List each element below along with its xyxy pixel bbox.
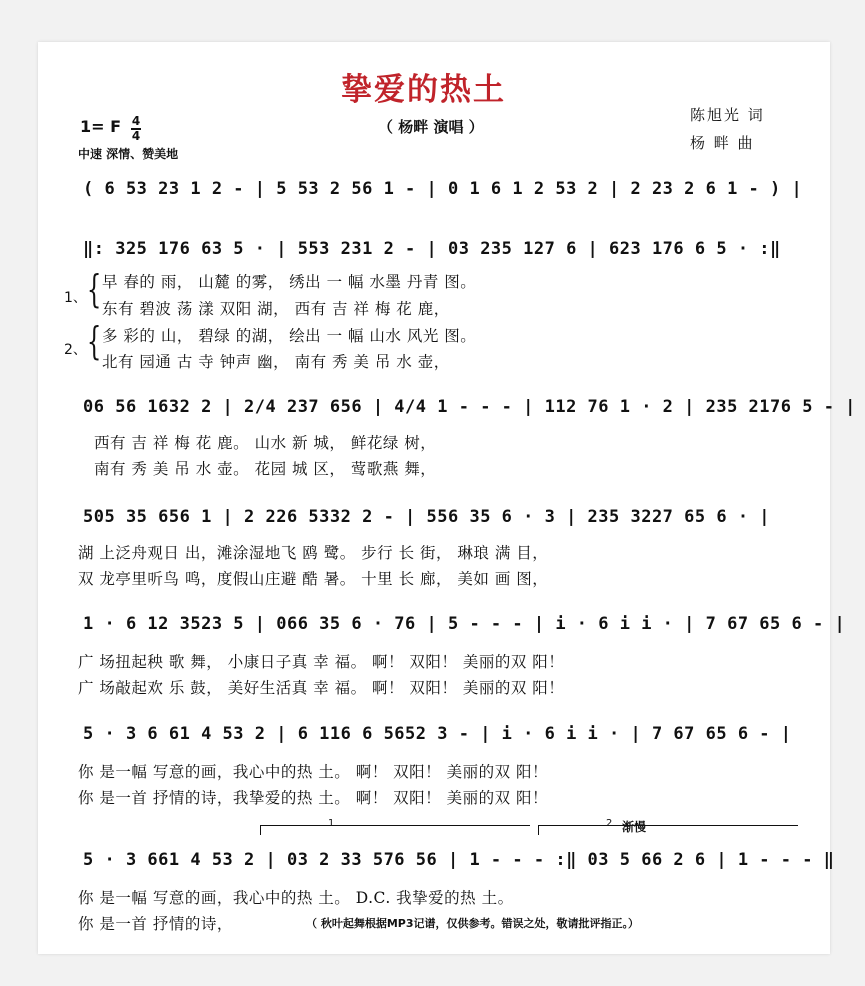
volta-2-start	[538, 825, 539, 835]
lyricist-credit: 陈旭光 词	[690, 106, 765, 124]
tempo-marking: 中速 深情、赞美地	[78, 147, 179, 161]
volta-1-number: 1	[328, 818, 335, 829]
row1-lyric-3: 多 彩的 山， 碧绿 的湖， 绘出 一 幅 山水 风光 图。	[102, 327, 477, 345]
row5-notes: 5 · 3 6 61 4 53 2 | 6 116 6 5652 3 - | i · 6 i i · | 7 67 65 6 - |	[83, 724, 792, 744]
song-title: 挚爱的热土	[341, 72, 506, 108]
row1-notes: ‖: 325 176 63 5 · | 553 231 2 - | 03 235 127 6 | 623 176 6 5 · :‖	[83, 239, 781, 259]
time-signature-top: 4	[131, 114, 141, 128]
intro-notes: ( 6 53 23 1 2 - | 5 53 2 56 1 - | 0 1 6 1 2 53 2 | 2 23 2 6 1 - ) |	[83, 179, 803, 199]
key-signature: 1= F	[80, 117, 122, 136]
score-sheet	[38, 42, 856, 954]
row6-notes: 5 · 3 661 4 53 2 | 03 2 33 576 56 | 1 - - - :‖ 03 5 66 2 6 | 1 - - - ‖	[83, 850, 835, 870]
row3-lyric-1: 湖 上泛舟观日 出，滩涂湿地飞 鸥 鹭。 步行 长 街， 琳琅 满 目，	[78, 544, 549, 562]
row2-lyric-1: 西有 吉 祥 梅 花 鹿。 山水 新 城， 鲜花绿 树，	[94, 434, 437, 452]
volta-2-number: 2	[606, 818, 613, 829]
row5-lyric-2: 你 是一首 抒情的诗，我挚爱的热 土。 啊！ 双阳！ 美丽的双 阳！	[78, 789, 548, 807]
verse-brace-2: {	[86, 319, 102, 363]
row6-lyric-1: 你 是一幅 写意的画，我心中的热 土。 D.C. 我挚爱的热 土。	[78, 889, 514, 907]
footnote: （ 秋叶起舞根据MP3记谱，仅供参考。错误之处，敬请批评指正。）	[306, 917, 639, 930]
row4-lyric-1: 广 场扭起秧 歌 舞， 小康日子真 幸 福。 啊！ 双阳！ 美丽的双 阳！	[78, 653, 565, 671]
verse-marker-1: 1、	[64, 290, 87, 306]
row1-lyric-1: 早 春的 雨， 山麓 的雾， 绣出 一 幅 水墨 丹青 图。	[102, 273, 477, 291]
row5-lyric-1: 你 是一幅 写意的画，我心中的热 土。 啊！ 双阳！ 美丽的双 阳！	[78, 763, 548, 781]
volta-2-bracket	[538, 825, 798, 826]
row3-notes: 505 35 656 1 | 2 226 5332 2 - | 556 35 6 · 3 | 235 3227 65 6 · |	[83, 507, 771, 527]
row1-lyric-2: 东有 碧波 荡 漾 双阳 湖， 西有 吉 祥 梅 花 鹿，	[102, 300, 450, 318]
composer-credit: 杨 畔 曲	[690, 134, 755, 152]
row2-notes: 06 56 1632 2 | 2/4 237 656 | 4/4 1 - - - | 112 76 1 · 2 | 235 2176 5 - |	[83, 397, 856, 417]
row3-lyric-2: 双 龙亭里听鸟 鸣，度假山庄避 酷 暑。 十里 长 廊， 美如 画 图，	[78, 570, 549, 588]
volta-1-start	[260, 825, 261, 835]
row4-notes: 1 · 6 12 3523 5 | 066 35 6 · 76 | 5 - - - | i · 6 i i · | 7 67 65 6 - |	[83, 614, 846, 634]
row2-lyric-2: 南有 秀 美 吊 水 壶。 花园 城 区， 莺歌燕 舞，	[94, 460, 437, 478]
verse-marker-2: 2、	[64, 342, 87, 358]
ritardando-mark: 渐慢	[622, 820, 647, 834]
row4-lyric-2: 广 场敲起欢 乐 鼓， 美好生活真 幸 福。 啊！ 双阳！ 美丽的双 阳！	[78, 679, 565, 697]
row6-lyric-2: 你 是一首 抒情的诗，	[78, 915, 233, 933]
verse-brace-1: {	[86, 267, 102, 311]
singer-line: （ 杨畔 演唱 ）	[378, 118, 484, 136]
row1-lyric-4: 北有 园通 古 寺 钟声 幽， 南有 秀 美 吊 水 壶，	[102, 353, 450, 371]
volta-1-bracket	[260, 825, 530, 826]
time-signature-bottom: 4	[131, 129, 141, 143]
